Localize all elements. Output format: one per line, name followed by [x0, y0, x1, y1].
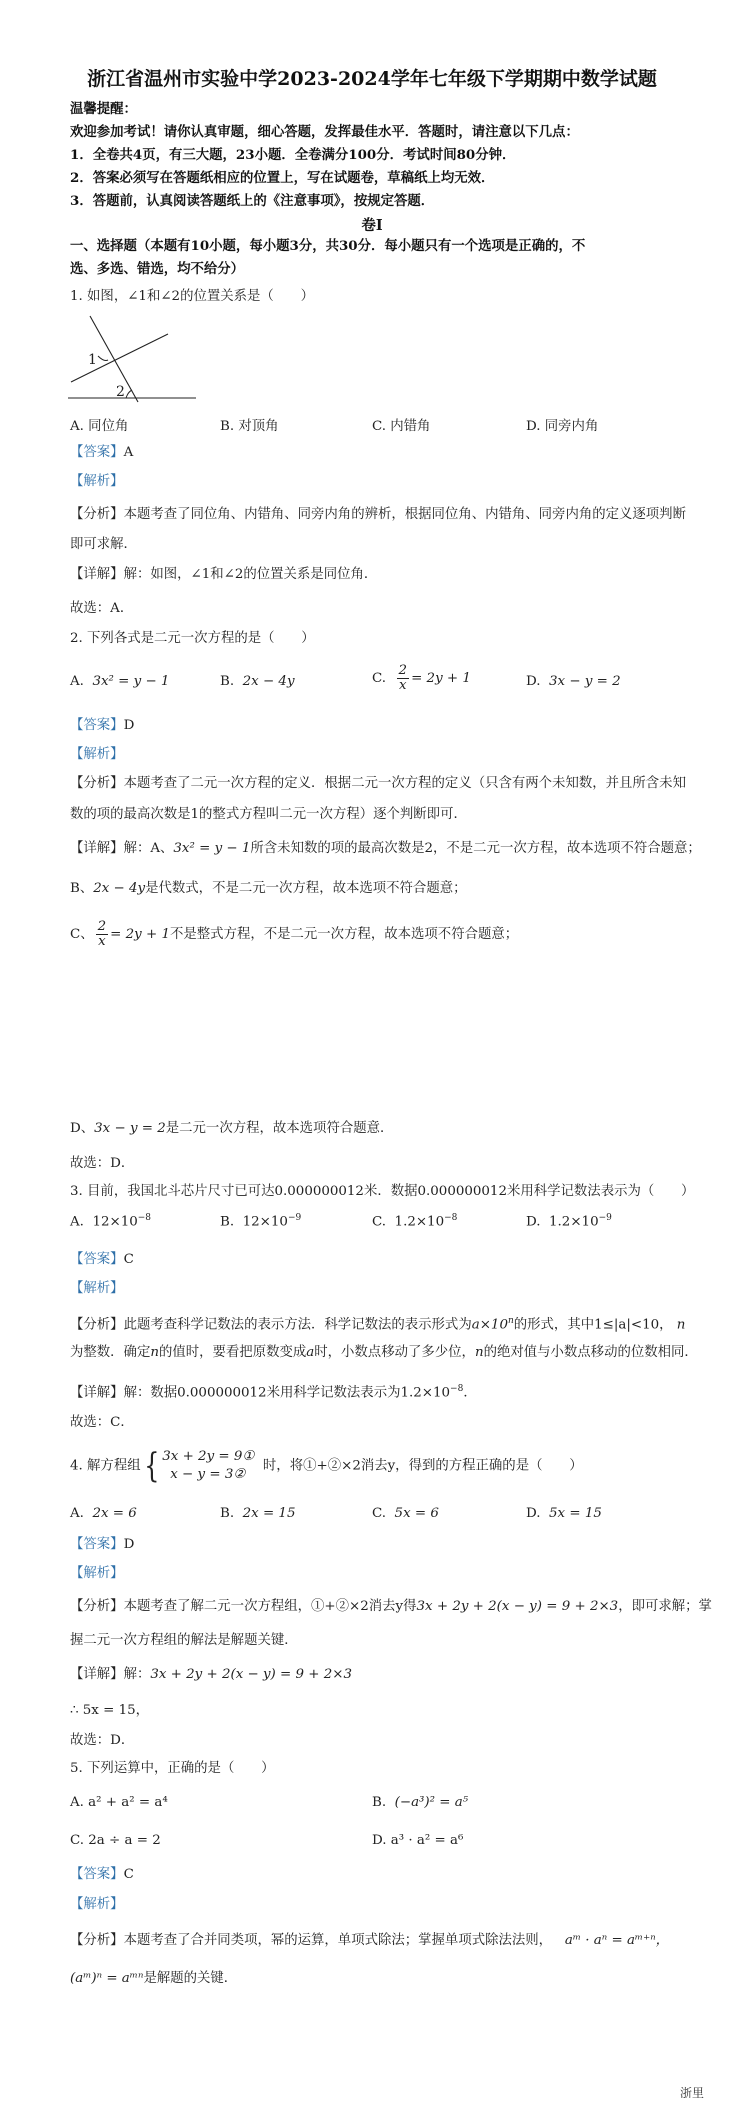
q1-xiangjie: [70, 566, 377, 584]
fraction-denominator: x: [399, 678, 407, 693]
q2-xiangjie-b-post: 是代数式，不是二元一次方程，故本选项不符合题意；: [145, 881, 467, 896]
q3-fenxi-1b: a×10: [471, 1317, 508, 1333]
page-footer: 浙里: [679, 2086, 704, 2100]
q2-fenxi-1: [70, 775, 686, 793]
q2-option-b-label: B.: [220, 674, 235, 689]
q2-xiangjie-d-post: 是二元一次方程，故本选项符合题意．: [165, 1121, 394, 1136]
q3-fenxi-2e: 时，小数点移动了多少位，: [314, 1345, 475, 1360]
q3-fenxi-1b-exp: n: [507, 1316, 514, 1326]
answer-tag: 【答案】: [70, 1252, 124, 1267]
q1-angle2-label: 2: [116, 384, 125, 400]
q4-option-d: [526, 1506, 602, 1521]
q2-xiangjie-b-pre: B、: [70, 881, 94, 896]
q3-fenxi-2f: n: [474, 1345, 484, 1360]
q5-option-b-label: B.: [372, 1795, 387, 1810]
section1-heading-line1: 一、选择题（本题有10小题，每小题3分，共30分．每小题只有一个选项是正确的，不: [70, 238, 586, 254]
q4-xiangjie-expr: 3x + 2y + 2(x − y) = 9 + 2×3: [150, 1667, 353, 1682]
q1-fenxi-2: 即可求解．: [70, 537, 137, 552]
q5-fenxi-rule1: aᵐ · aⁿ = aᵐ⁺ⁿ，: [564, 1933, 670, 1948]
q2-option-c-rest: = 2y + 1: [411, 671, 471, 686]
q2-fenxi-text: 本题考查了二元一次方程的定义．根据二元一次方程的定义（只含有两个未知数，并且所含未知: [123, 776, 686, 791]
fraction-numerator: 2: [398, 663, 408, 678]
q2-option-a-expr: 3x² = y − 1: [92, 674, 170, 689]
q5-option-d: D. a³ · a² = a⁶: [372, 1833, 464, 1848]
q3-option-a-base: 12×10: [92, 1214, 138, 1230]
answer-tag: 【答案】: [70, 1867, 124, 1882]
q3-analysis-tag: 【解析】: [70, 1281, 124, 1296]
q2-analysis-tag: 【解析】: [70, 747, 124, 762]
q5-fenxi-1: [70, 1932, 669, 1950]
q3-option-b-label: B.: [220, 1214, 235, 1230]
q3-xiangjie-base: 1.2×10: [400, 1385, 451, 1401]
q4-fenxi-1a: 本题考查了解二元一次方程组，①+②×2消去y得: [123, 1599, 417, 1614]
q3-option-b: [220, 1213, 301, 1229]
q1-xiangjie-text: 解：如图，∠1和∠2的位置关系是同位角．: [123, 567, 378, 582]
q1-angle1-arc: [98, 356, 108, 361]
q4-xiangjie-pre: 解：: [123, 1667, 151, 1682]
q1-fenxi-text: 本题考查了同位角、内错角、同旁内角的辨析，根据同位角、内错角、同旁内角的定义逐项判断: [123, 507, 686, 522]
q4-answer-value: D: [123, 1537, 135, 1552]
q5-fenxi-rule2: (aᵐ)ⁿ = aᵐⁿ: [70, 1971, 144, 1986]
q3-option-a: [70, 1213, 151, 1229]
q2-xiangjie-a-expr: 3x² = y − 1: [173, 841, 251, 856]
q4-option-b-expr: 2x = 15: [242, 1506, 296, 1521]
q4-option-c: [372, 1506, 439, 1521]
q2-answer-value: D: [123, 718, 135, 733]
q5-option-c: C. 2a ÷ a = 2: [70, 1833, 161, 1848]
q2-xiangjie-d: [70, 1120, 393, 1138]
reminder-item-3: 3．答题前，认真阅读答题纸上的《注意事项》，按规定答题．: [70, 193, 435, 209]
q1-stem: 1. 如图，∠1和∠2的位置关系是（ ）: [70, 289, 314, 304]
q4-stem-pre: 4. 解方程组: [70, 1458, 141, 1474]
q1-option-b: B. 对顶角: [220, 419, 279, 434]
q2-xiangjie-c-rest: = 2y + 1: [110, 927, 170, 942]
q4-result: ∴ 5x = 15，: [70, 1703, 150, 1718]
q3-fenxi-1d: n: [676, 1317, 686, 1333]
q2-xiangjie-c-post: 不是整式方程，不是二元一次方程，故本选项不符合题意；: [170, 927, 519, 942]
q2-xiangjie-c: [70, 920, 518, 949]
q1-answer-value: A: [123, 445, 134, 460]
q5-fenxi-text: 本题考查了合并同类项，幂的运算，单项式除法；掌握单项式除法法则，: [123, 1933, 553, 1948]
q3-fenxi-2a: 为整数．确定: [70, 1345, 151, 1360]
fenxi-tag: 【分析】: [70, 1317, 124, 1333]
q2-xiangjie-b: [70, 880, 467, 898]
q4-fenxi-1b: 3x + 2y + 2(x − y) = 9 + 2×3: [416, 1599, 619, 1614]
q4-stem: [70, 1448, 583, 1484]
reminder-intro: 欢迎参加考试！请你认真审题，细心答题，发挥最佳水平．答题时，请注意以下几点：: [70, 124, 579, 140]
fraction-numerator: 2: [97, 919, 107, 934]
q3-fenxi-2b: n: [150, 1345, 159, 1360]
q3-option-c: [372, 1213, 457, 1229]
q2-option-d-expr: 3x − y = 2: [549, 674, 621, 689]
fenxi-tag: 【分析】: [70, 776, 124, 791]
q4-option-c-expr: 5x = 6: [394, 1506, 439, 1521]
q3-answer-value: C: [123, 1252, 134, 1267]
q4-option-d-expr: 5x = 15: [549, 1506, 602, 1521]
fenxi-tag: 【分析】: [70, 1599, 124, 1614]
fraction-denominator: x: [98, 934, 106, 949]
q4-fenxi-1c: ，即可求解；掌: [618, 1599, 712, 1614]
q2-xiangjie-d-expr: 3x − y = 2: [94, 1121, 166, 1136]
fenxi-tag: 【分析】: [70, 1933, 124, 1948]
q1-option-a: A. 同位角: [70, 419, 129, 434]
q3-answer: [70, 1251, 134, 1269]
q1-analysis-tag: 【解析】: [70, 474, 124, 489]
q5-analysis-tag: 【解析】: [70, 1897, 124, 1912]
q3-xiangjie-pre: 解：数据0.000000012米用科学记数法表示为: [123, 1385, 401, 1401]
q3-option-d-label: D.: [526, 1214, 541, 1230]
q4-option-a-label: A.: [70, 1506, 84, 1521]
q1-answer: [70, 444, 133, 462]
q4-option-c-label: C.: [372, 1506, 387, 1521]
q3-option-d-exp: −9: [598, 1213, 612, 1223]
q1-conclusion: 故选：A．: [70, 601, 134, 616]
q4-option-b: [220, 1506, 295, 1521]
q4-stem-post: 时，将①+②×2消去y，得到的方程正确的是（ ）: [262, 1458, 583, 1474]
q4-xiangjie: [70, 1666, 352, 1684]
section1-heading-line2: 选、多选、错选，均不给分）: [70, 261, 245, 277]
q2-xiangjie-c-pre: C、: [70, 927, 94, 942]
xiangjie-tag: 【详解】: [70, 567, 124, 582]
q4-answer: [70, 1536, 134, 1554]
xiangjie-tag: 【详解】: [70, 1385, 124, 1401]
q3-xiangjie-exp: −8: [450, 1384, 464, 1394]
q2-xiangjie-c-fraction: [96, 920, 109, 949]
q3-option-b-exp: −9: [287, 1213, 302, 1223]
fenxi-tag: 【分析】: [70, 507, 124, 522]
answer-tag: 【答案】: [70, 718, 124, 733]
q4-conclusion: 故选：D．: [70, 1733, 135, 1748]
q3-stem: 3. 目前，我国北斗芯片尺寸已可达0.000000012米．数据0.000000012米用科学记数法表示为（ ）: [70, 1184, 695, 1199]
q2-xiangjie-a-pre: 解：A、: [123, 841, 174, 856]
q3-fenxi-2g: 的绝对值与小数点移动的位数相同．: [483, 1345, 698, 1360]
q2-option-c-fraction: [397, 664, 410, 693]
q4-option-b-label: B.: [220, 1506, 235, 1521]
answer-tag: 【答案】: [70, 1537, 124, 1552]
q1-fenxi-1: [70, 506, 686, 524]
q1-transversal: [90, 316, 138, 402]
q3-option-c-label: C.: [372, 1214, 387, 1230]
xiangjie-tag: 【详解】: [70, 841, 124, 856]
q3-fenxi-1c: 的形式，其中1≤|a|<10，: [513, 1317, 673, 1333]
xiangjie-tag: 【详解】: [70, 1667, 124, 1682]
q2-xiangjie-b-expr: 2x − 4y: [93, 881, 146, 896]
q4-equation-2: x − y = 3②: [170, 1467, 246, 1482]
q2-fenxi-2: 数的项的最高次数是1的整式方程叫二元一次方程）逐个判断即可．: [70, 807, 467, 822]
q5-stem: 5. 下列运算中，正确的是（ ）: [70, 1761, 275, 1776]
q4-fenxi-2: 握二元一次方程组的解法是解题关键．: [70, 1633, 298, 1648]
q3-option-a-label: A.: [70, 1214, 84, 1230]
q5-fenxi-2-text: 是解题的关键．: [143, 1971, 238, 1986]
q3-option-c-base: 1.2×10: [394, 1214, 445, 1230]
q4-equation-system: [162, 1448, 254, 1484]
page-title: 浙江省温州市实验中学2023-2024学年七年级下学期期中数学试题: [87, 68, 657, 90]
q3-fenxi-2c: 的值时，要看把原数变成: [158, 1345, 307, 1360]
q2-xiangjie-d-pre: D、: [70, 1121, 95, 1136]
answer-tag: 【答案】: [70, 445, 124, 460]
q1-angle1-label: 1: [88, 352, 97, 368]
q5-answer-value: C: [123, 1867, 134, 1882]
reminder-item-1: 1．全卷共4页，有三大题，23小题．全卷满分100分．考试时间80分钟．: [70, 147, 516, 163]
q3-option-d: [526, 1213, 612, 1229]
q1-upper-line: [71, 334, 168, 382]
q1-angle-figure: [66, 312, 201, 404]
q1-angle2-arc: [126, 390, 132, 398]
q2-option-d: [526, 674, 621, 689]
q3-conclusion: 故选：C．: [70, 1415, 134, 1430]
q2-xiangjie-a: [70, 840, 701, 858]
reminder-heading: 温馨提醒：: [70, 101, 137, 117]
q2-xiangjie-a-post: 所含未知数的项的最高次数是2，不是二元一次方程，故本选项不符合题意；: [250, 841, 701, 856]
volume-label: 卷Ⅰ: [361, 217, 383, 234]
q2-conclusion: 故选：D．: [70, 1156, 135, 1171]
q3-fenxi-2: [70, 1344, 698, 1362]
q4-fenxi-1: [70, 1598, 712, 1616]
q3-xiangjie: [70, 1380, 477, 1402]
q1-option-d: D. 同旁内角: [526, 419, 599, 434]
q4-equation-1: 3x + 2y = 9①: [162, 1449, 255, 1464]
q5-answer: [70, 1866, 134, 1884]
q2-option-a: [70, 674, 169, 689]
q2-answer: [70, 717, 134, 735]
q2-option-c: [372, 664, 471, 693]
q2-option-b-expr: 2x − 4y: [242, 674, 295, 689]
q2-option-b: [220, 674, 295, 689]
q5-option-b: [372, 1795, 468, 1810]
q3-option-c-exp: −8: [444, 1213, 458, 1223]
q4-analysis-tag: 【解析】: [70, 1566, 124, 1581]
q4-option-d-label: D.: [526, 1506, 541, 1521]
q2-stem: 2. 下列各式是二元一次方程的是（ ）: [70, 631, 315, 646]
brace-icon: {: [143, 1446, 160, 1486]
q5-option-b-expr: (−a³)² = a⁵: [394, 1795, 469, 1810]
q2-option-d-label: D.: [526, 674, 541, 689]
q3-option-a-exp: −8: [137, 1213, 152, 1223]
q3-xiangjie-post: ．: [463, 1385, 477, 1401]
q1-option-c: C. 内错角: [372, 419, 431, 434]
q5-fenxi-2: [70, 1970, 237, 1988]
q4-option-a-expr: 2x = 6: [92, 1506, 137, 1521]
reminder-item-2: 2．答案必须写在答题纸相应的位置上，写在试题卷，草稿纸上均无效．: [70, 170, 495, 186]
q4-option-a: [70, 1506, 137, 1521]
q3-option-b-base: 12×10: [242, 1214, 288, 1230]
q5-option-a: A. a² + a² = a⁴: [70, 1795, 168, 1810]
q3-fenxi-2d: a: [306, 1345, 315, 1360]
q2-option-a-label: A.: [70, 674, 84, 689]
q3-option-d-base: 1.2×10: [549, 1214, 599, 1230]
q2-option-c-label: C.: [372, 671, 387, 686]
q3-fenxi-1: [70, 1312, 685, 1334]
q3-fenxi-1a: 此题考查科学记数法的表示方法．科学记数法的表示形式为: [123, 1317, 472, 1333]
